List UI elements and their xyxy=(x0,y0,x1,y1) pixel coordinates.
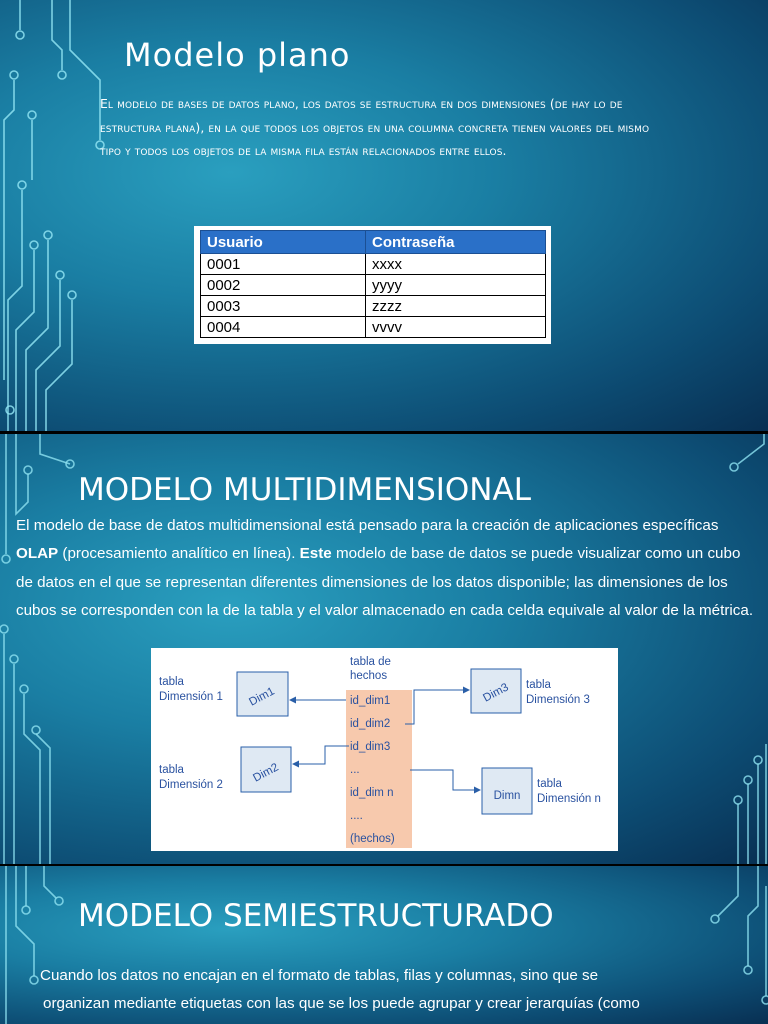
olap-term: OLAP xyxy=(16,545,59,563)
column-header: Usuario xyxy=(201,231,366,254)
connector-arrow xyxy=(405,690,469,724)
table-row xyxy=(201,296,546,317)
fact-item: (hechos) xyxy=(350,833,395,845)
column-header: Contraseña xyxy=(366,231,546,254)
slide-title: MODELO MULTIDIMENSIONAL xyxy=(78,472,531,508)
user-password-table xyxy=(194,226,551,344)
connector-arrow xyxy=(410,770,480,790)
body-text: El modelo de base de datos multidimensional está pensado para la creación de aplicaciones específicas xyxy=(16,517,719,534)
slide-title: MODELO SEMIESTRUCTURADO xyxy=(78,898,554,934)
star-schema-diagram xyxy=(151,648,618,851)
dimension-label: tabla xyxy=(159,764,184,776)
dimension-label: Dimensión n xyxy=(537,793,601,805)
slide-modelo-semiestructurado xyxy=(0,866,768,1024)
dimension-label: Dimensión 2 xyxy=(159,779,223,791)
fact-item: id_dim n xyxy=(350,787,394,799)
table-header-row xyxy=(201,231,546,254)
fact-table-title: tabla de xyxy=(350,656,391,668)
circuit-decoration xyxy=(0,0,110,431)
dimension-label: Dimensión 1 xyxy=(159,691,223,703)
fact-item: id_dim3 xyxy=(350,741,391,753)
dimension-label: Dimensión 3 xyxy=(526,694,590,706)
dimension-label: tabla xyxy=(537,778,562,790)
body-text: (procesamiento analítico en línea). xyxy=(58,545,300,563)
fact-item: ... xyxy=(350,764,360,776)
table-cell: 0001 xyxy=(201,254,366,275)
slide-body xyxy=(16,512,756,625)
connector-arrow xyxy=(293,746,349,764)
slide-modelo-plano xyxy=(0,0,768,431)
table-cell: yyyy xyxy=(366,275,546,296)
table-cell: 0003 xyxy=(201,296,366,317)
dimension-box-label: Dim1 xyxy=(247,685,277,709)
slide-body xyxy=(40,962,760,1019)
fact-table-title: hechos xyxy=(350,670,388,682)
body-line: Cuando los datos no encajan en el formato de tablas, filas y columnas, sino que se xyxy=(40,967,599,984)
slide-modelo-multidimensional xyxy=(0,434,768,864)
dimension-label: tabla xyxy=(526,679,551,691)
table-row xyxy=(201,275,546,296)
table-cell: 0004 xyxy=(201,317,366,338)
fact-item: .... xyxy=(350,810,363,822)
fact-item: id_dim2 xyxy=(350,718,391,730)
body-text: modelo de base de datos se puede visualizar como un cubo de datos en el que se representan diferentes dimensiones de los datos disponible; las dimensiones de los cubos se corresponden con la de la tabla y el valor almacenado en cada celda equivale al valor de la métrica. xyxy=(16,545,754,619)
dimension-label: tabla xyxy=(159,676,184,688)
dimension-box-label: Dim3 xyxy=(481,681,511,705)
circuit-decoration xyxy=(698,434,768,864)
table-cell: xxxx xyxy=(366,254,546,275)
table-cell: vvvv xyxy=(366,317,546,338)
table-cell: 0002 xyxy=(201,275,366,296)
slide-body: El modelo de bases de datos plano, los datos se estructura en dos dimensiones (de hay lo de estructura plana), en la que todos los objetos en una columna concreta tienen valores del mismo tipo y todos los objetos de la misma fila están relacionados entre ellos. xyxy=(100,96,650,159)
dimension-box-label: Dim2 xyxy=(251,761,281,785)
este-term: Este xyxy=(299,545,332,563)
table-row xyxy=(201,254,546,275)
fact-item: id_dim1 xyxy=(350,695,391,707)
table-cell: zzzz xyxy=(366,296,546,317)
table-row xyxy=(201,317,546,338)
slide-title: Modelo plano xyxy=(124,36,351,74)
body-line: organizan mediante etiquetas con las que se los puede agrupar y crear jerarquías (como xyxy=(43,995,640,1013)
dimension-box-label: Dimn xyxy=(493,790,521,802)
